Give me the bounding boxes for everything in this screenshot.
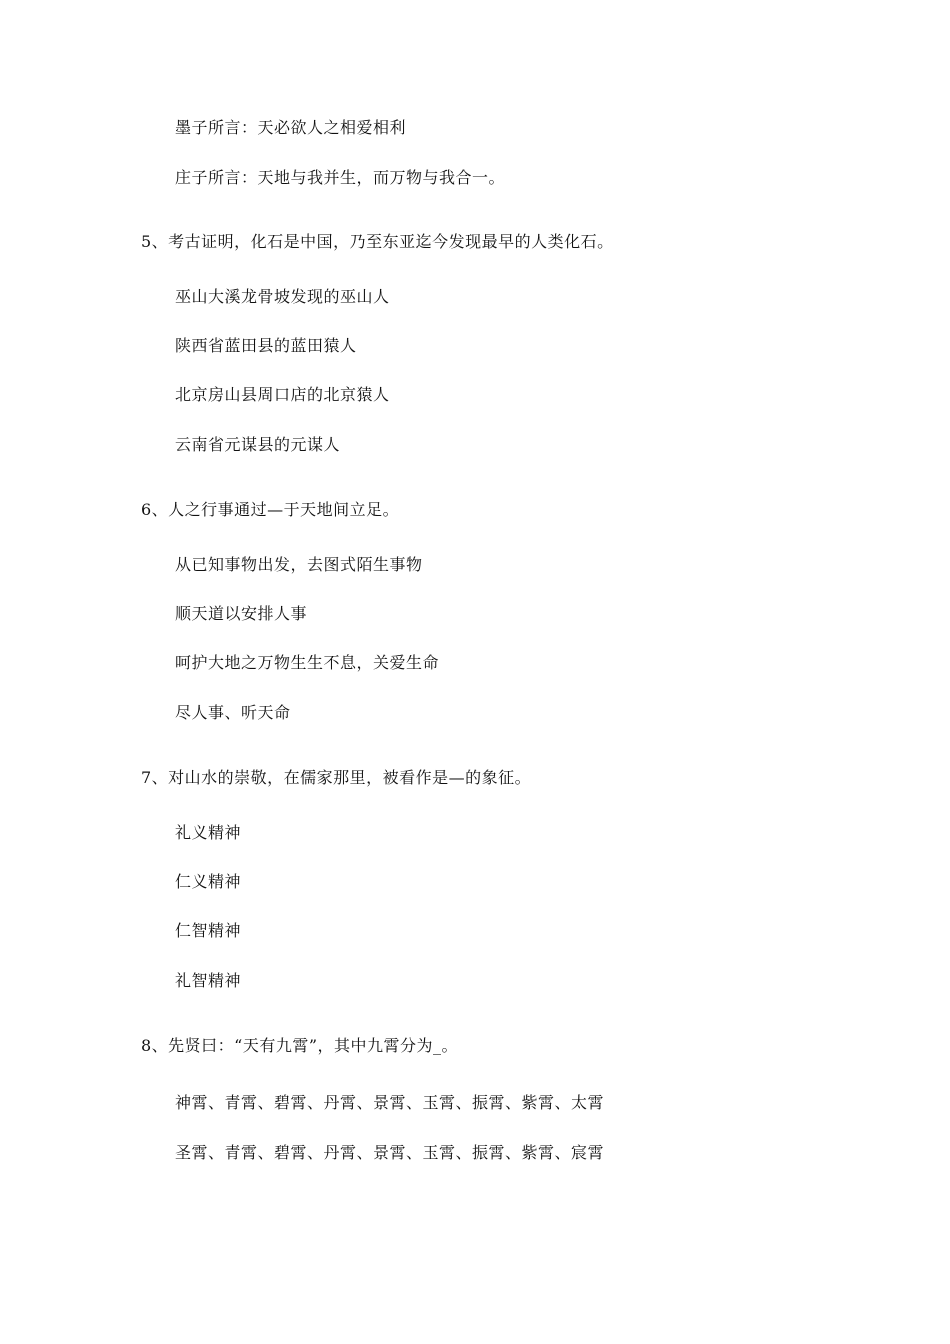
question-5-option-a: 巫山大溪龙骨坡发现的巫山人 — [175, 287, 390, 306]
question-5-option-d: 云南省元谋县的元谋人 — [175, 435, 341, 454]
option-fragment-b: 庄子所言：天地与我并生，而万物与我合一。 — [175, 168, 506, 187]
question-8-option-a: 神霄、青霄、碧霄、丹霄、景霄、玉霄、振霄、紫霄、太霄 — [175, 1093, 605, 1112]
question-7-text: 7、对山水的崇敬，在儒家那里，被看作是—的象征。 — [141, 768, 532, 787]
question-7-option-c: 仁智精神 — [175, 921, 242, 940]
question-5-option-b: 陕西省蓝田县的蓝田猿人 — [175, 336, 357, 355]
question-6-option-d: 尽人事、听天命 — [175, 703, 291, 722]
question-7-option-b: 仁义精神 — [175, 872, 242, 891]
question-8-option-b: 圣霄、青霄、碧霄、丹霄、景霄、玉霄、振霄、紫霄、宸霄 — [175, 1143, 605, 1162]
question-7-option-a: 礼义精神 — [175, 823, 242, 842]
question-6-option-b: 顺天道以安排人事 — [175, 604, 308, 623]
question-7-option-d: 礼智精神 — [175, 971, 242, 990]
question-6-option-c: 呵护大地之万物生生不息，关爱生命 — [175, 653, 440, 672]
option-fragment-a: 墨子所言：天必欲人之相爱相利 — [175, 118, 407, 137]
question-5-option-c: 北京房山县周口店的北京猿人 — [175, 385, 390, 404]
question-6-option-a: 从已知事物出发，去图式陌生事物 — [175, 555, 423, 574]
question-5-text: 5、考古证明，化石是中国，乃至东亚迄今发现最早的人类化石。 — [141, 232, 614, 251]
question-6-text: 6、人之行事通过—于天地间立足。 — [141, 500, 400, 519]
question-8-text: 8、先贤曰：“天有九霄”，其中九霄分为_。 — [141, 1036, 459, 1055]
